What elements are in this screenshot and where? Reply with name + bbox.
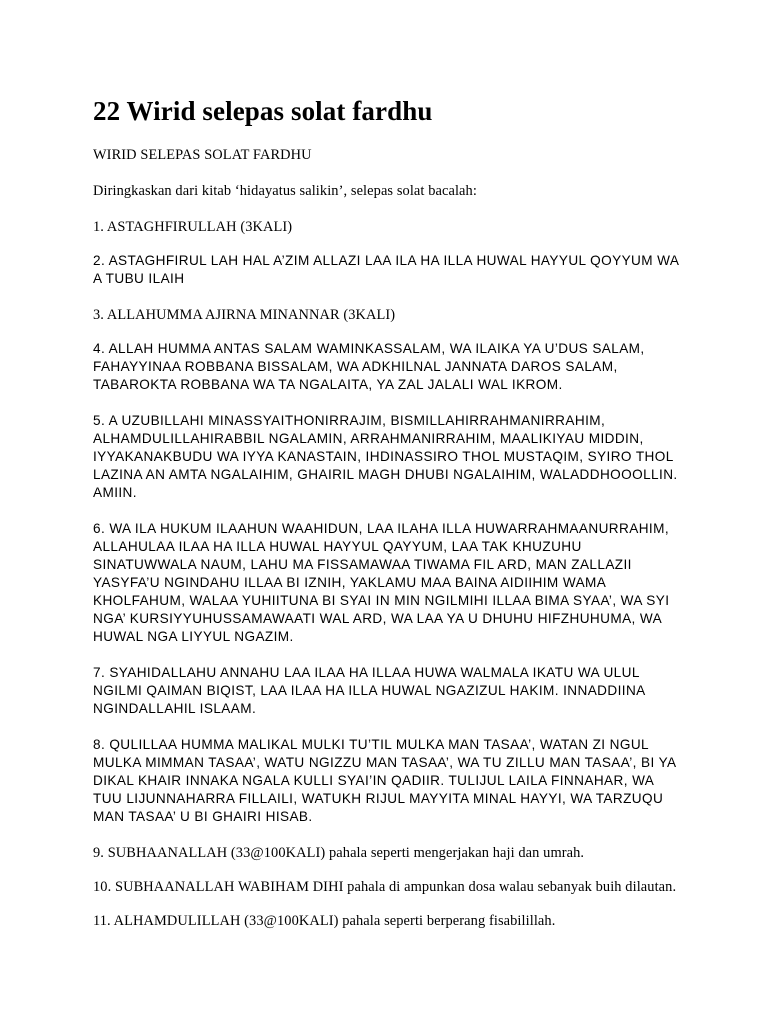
wirid-item-1: 1. ASTAGHFIRULLAH (3KALI) xyxy=(93,219,293,235)
wirid-item-5: 5. A UZUBILLAHI MINASSYAITHONIRRAJIM, BISMILLAHIRRAHMANIRRAHIM, ALHAMDULILLAHIRABBIL NGALAMIN, ARRAHMANIRRAHIM, MAALIKIYAU MIDDIN, IYYAKANAKBUDU WA IYYA KANASTAIN, IHDINASSIRO THOL MUSTAQIM, SYIRO THOL LAZINA AN AMTA NGALAIHIM, GHAIRIL MAGH DHUBI NGALAIHIM, WALADDHOOOLLIN. AMIIN. xyxy=(93,413,678,500)
wirid-item-10: 10. SUBHAANALLAH WABIHAM DIHI pahala di ampunkan dosa walau sebanyak buih dilautan. xyxy=(93,879,677,895)
wirid-item-2: 2. ASTAGHFIRUL LAH HAL A’ZIM ALLAZI LAA ILA HA ILLA HUWAL HAYYUL QOYYUM WA A TUBU ILAIH xyxy=(93,253,679,286)
document-page xyxy=(93,92,683,948)
wirid-item-3: 3. ALLAHUMMA AJIRNA MINANNAR (3KALI) xyxy=(93,307,396,323)
wirid-item-6: 6. WA ILA HUKUM ILAAHUN WAAHIDUN, LAA ILAHA ILLA HUWARRAHMAANURRAHIM, ALLAHULAA ILAA HA ILLA HUWAL HAYYUL QAYYUM, LAA TAK KHUZUHU SINATUWWALA NAUM, LAHU MA FISSAMAWAA TIWAMA FIL ARD, MAN ZALLAZII YASYFA’U NGINDAHU ILLAA BI IZNIH, YAKLAMU MAA BAINA AIDIIHIM WAMA KHOLFAHUM, WALAA YUHIITUNA BI SYAI IN MIN NGILMIHI ILLAA BIMA SYAA’, WA SYI NGA’ KURSIYYUHUSSAMAWAATI WAL ARD, WA LAA YA U DHUHU HIFZHUHUMA, WA HUWAL NGA LIYYUL NGAZIM. xyxy=(93,521,670,644)
wirid-item-9: 9. SUBHAANALLAH (33@100KALI) pahala seperti mengerjakan haji dan umrah. xyxy=(93,845,585,861)
document-title: 22 Wirid selepas solat fardhu xyxy=(93,96,433,126)
intro-paragraph: Diringkaskan dari kitab ‘hidayatus salikin’, selepas solat bacalah: xyxy=(93,183,477,199)
wirid-item-7: 7. SYAHIDALLAHU ANNAHU LAA ILAA HA ILLAA HUWA WALMALA IKATU WA ULUL NGILMI QAIMAN BIQIST, LAA ILAA HA ILLA HUWAL NGAZIZUL HAKIM. INNADDIINA NGINDALLAHIL ISLAAM. xyxy=(93,665,645,716)
wirid-item-8: 8. QULILLAA HUMMA MALIKAL MULKI TU’TIL MULKA MAN TASAA’, WATAN ZI NGUL MULKA MIMMAN TASAA’, WATU NGIZZU MAN TASAA’, WA TU ZILLU MAN TASAA’, BI YA DIKAL KHAIR INNAKA NGALA KULLI SYAI’IN QADIIR. TULIJUL LAILA FINNAHAR, WA TUU LIJUNNAHARRA FILLAILI, WATUKH RIJUL MAYYITA MINAL HAYYI, WA TARZUQU MAN TASAA’ U BI GHAIRI HISAB. xyxy=(93,737,676,824)
document-subtitle: WIRID SELEPAS SOLAT FARDHU xyxy=(93,147,312,163)
wirid-item-11: 11. ALHAMDULILLAH (33@100KALI) pahala seperti berperang fisabilillah. xyxy=(93,913,556,929)
wirid-item-4: 4. ALLAH HUMMA ANTAS SALAM WAMINKASSALAM, WA ILAIKA YA U’DUS SALAM, FAHAYYINAA ROBBANA BISSALAM, WA ADKHILNAL JANNATA DAROS SALAM, TABAROKTA ROBBANA WA TA NGALAITA, YA ZAL JALALI WAL IKROM. xyxy=(93,341,645,392)
